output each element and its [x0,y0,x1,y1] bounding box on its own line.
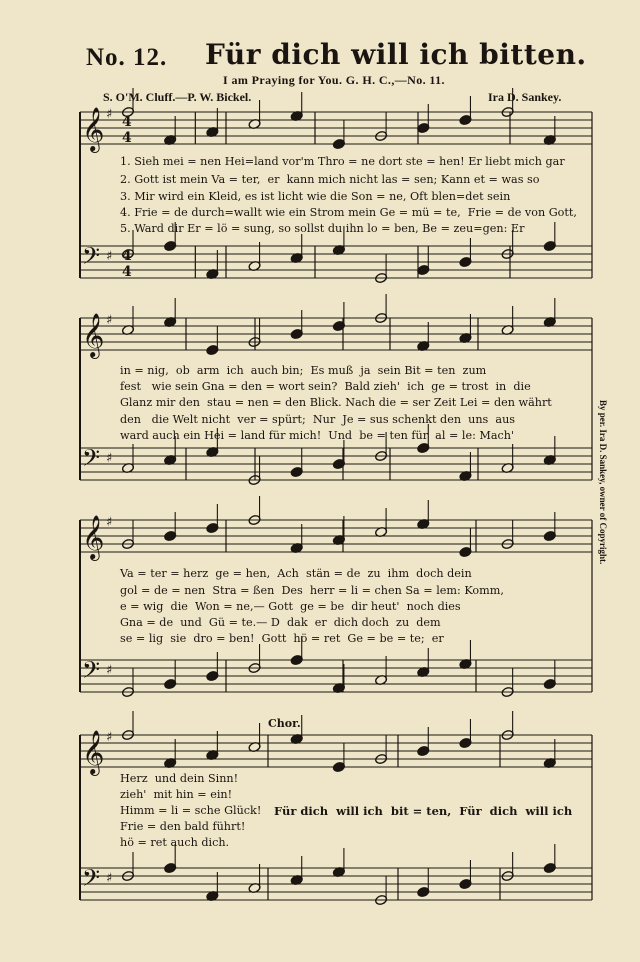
verse-line: Himm = li = sche Glück! [120,804,262,817]
time-signature: 4 [122,130,132,146]
key-sharp: ♯ [106,313,113,328]
bass-clef: 𝄢 [82,444,101,477]
hymn-title: Für dich will ich bitten. [205,38,587,71]
chorus-text: Für dich will ich bit = ten, Für dich will ich [274,804,573,818]
verse-line: fest wie sein Gna = den = wort sein? Bald zieh' ich ge = trost in die [120,380,531,393]
key-sharp: ♯ [106,249,113,264]
key-sharp: ♯ [106,730,113,745]
verse-line: hö = ret auch dich. [120,836,230,849]
verse-line: 3. Mir wird ein Kleid, es ist licht wie die Son = ne, Oft blen=det sein [120,190,511,203]
hymn-subtitle: I am Praying for You. G. H. C.,—No. 11. [223,73,445,87]
bass-clef: 𝄢 [82,242,101,275]
hymn-number: No. 12. [86,44,168,71]
time-signature: 4 [122,248,132,264]
verse-line: e = wig die Won = ne,— Gott ge = be dir heut' noch dies [120,600,461,613]
verse-line: se = lig sie dro = ben! Gott hö = ret Ge = be = te; er [120,632,444,645]
bass-clef: 𝄢 [82,656,101,689]
verse-line: den die Welt nicht ver = spürt; Nur Je = sus schenkt den uns aus [120,413,516,426]
key-sharp: ♯ [106,871,113,886]
verse-line: ward auch ein Hei = land für mich! Und be = ten für al = le: Mach' [120,429,515,442]
time-signature: 4 [122,114,132,130]
treble-clef: 𝄞 [82,107,105,151]
treble-clef: 𝄞 [82,515,105,559]
key-sharp: ♯ [106,515,113,530]
composer-credit: Ira D. Sankey. [488,90,562,104]
key-sharp: ♯ [106,663,113,678]
verse-line: gol = de = nen Stra = ßen Des herr = li = chen Sa = lem: Komm, [120,584,504,597]
verse-line: Frie = den bald führt! [120,820,246,833]
key-sharp: ♯ [106,451,113,466]
copyright-note: By per. Ira D. Sankey, owner of Copyright. [598,400,608,565]
chorus-label: Chor. [268,717,301,730]
verse-line: Herz und dein Sinn! [120,772,239,785]
verse-line: 2. Gott ist mein Va = ter, er kann mich nicht las = sen; Kann et = was so [120,173,540,186]
verse-line: 5. Ward dir Er = lö = sung, so sollst du ihn lo = ben, Be = zeu=gen: Er [120,222,525,235]
time-signature: 4 [122,264,132,280]
treble-clef: 𝄞 [82,313,105,357]
verse-line: Glanz mir den stau = nen = den Blick. Nach die = ser Zeit Lei = den währt [120,396,552,409]
lyricist-credit: S. O'M. Cluff.—P. W. Bickel. [103,90,252,104]
verse-line: in = nig, ob arm ich auch bin; Es muß ja sein Bit = ten zum [120,364,487,377]
key-sharp: ♯ [106,107,113,122]
treble-clef: 𝄞 [82,730,105,774]
verse-line: 1. Sieh mei = nen Hei=land vor'm Thro = ne dort ste = hen! Er liebt mich gar [120,155,565,168]
bass-clef: 𝄢 [82,864,101,897]
verse-line: Gna = de und Gü = te.— D dak er dich doch zu dem [120,616,441,629]
verse-line: 4. Frie = de durch=wallt wie ein Strom mein Ge = mü = te, Frie = de von Gott, [120,206,577,219]
verse-line: Va = ter = herz ge = hen, Ach stän = de zu ihm doch dein [120,567,472,580]
verse-line: zieh' mit hin = ein! [120,788,233,801]
